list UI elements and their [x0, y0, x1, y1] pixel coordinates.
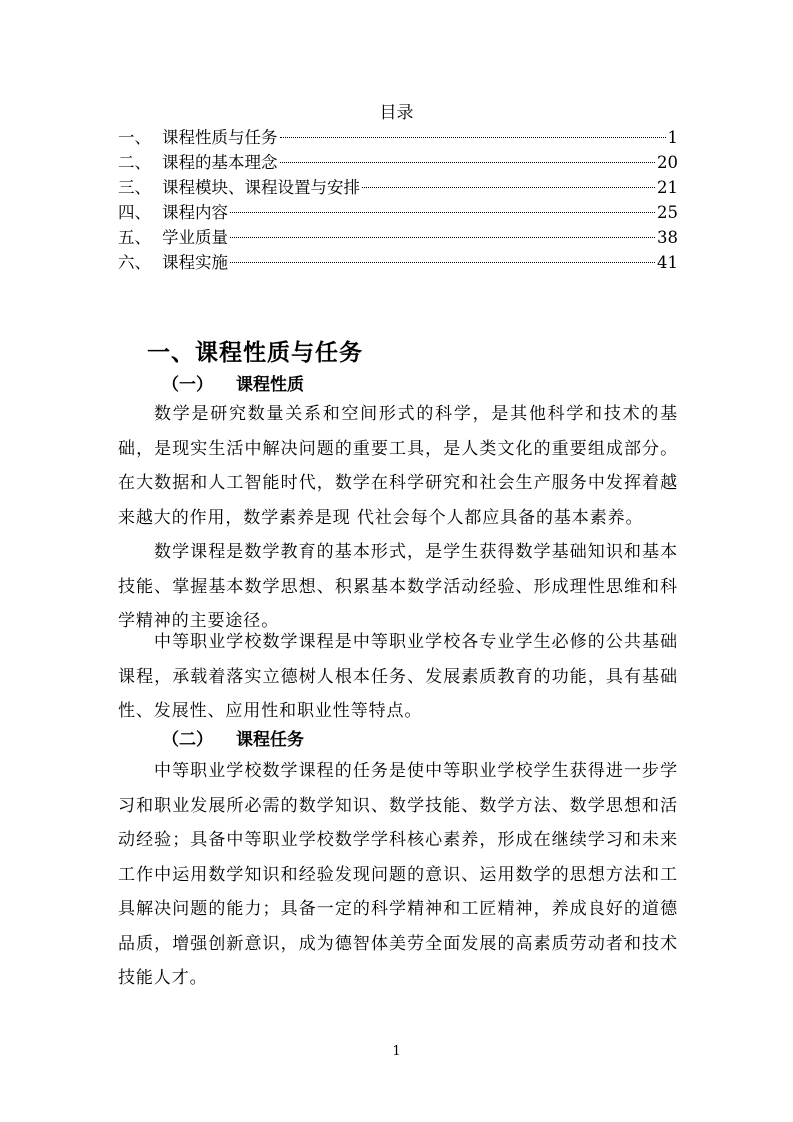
- table-of-contents: [118, 125, 678, 275]
- toc-item-page: 38: [657, 228, 678, 247]
- toc-dot-leader: [230, 212, 655, 213]
- toc-item-page: 20: [657, 153, 678, 172]
- toc-dot-leader: [230, 262, 655, 263]
- toc-item-number: 二、: [118, 153, 151, 172]
- toc-item[interactable]: [118, 225, 678, 250]
- toc-item-title: 学业质量: [162, 228, 228, 247]
- toc-item-number: 三、: [118, 178, 151, 197]
- toc-item-number: 六、: [118, 253, 151, 272]
- toc-item[interactable]: [118, 125, 678, 150]
- toc-item-title: 课程内容: [162, 203, 228, 222]
- subsection-heading-task: [118, 728, 678, 752]
- toc-item-page: 21: [657, 178, 678, 197]
- paragraph: 数学是研究数量关系和空间形式的科学，是其他科学和技术的基础，是现实生活中解决问题的重要工具，是人类文化的重要组成部分。在大数据和人工智能时代，数学在科学研究和社会生产服务中发挥着越来越大的作用，数学素养是现 代社会每个人都应具备的基本素养。: [118, 404, 678, 528]
- toc-item-number: 四、: [118, 203, 151, 222]
- toc-item[interactable]: [118, 150, 678, 175]
- toc-dot-leader: [230, 237, 655, 238]
- toc-item-number: 一、: [118, 128, 151, 147]
- subsection-heading-nature: [118, 373, 678, 397]
- toc-item[interactable]: [118, 250, 678, 275]
- toc-item-title: 课程性质与任务: [162, 128, 278, 147]
- toc-dot-leader: [280, 137, 666, 138]
- toc-item-number: 五、: [118, 228, 151, 247]
- toc-item-title: 课程的基本理念: [162, 153, 278, 172]
- toc-item-title: 课程模块、课程设置与安排: [162, 178, 360, 197]
- toc-title: 目录: [379, 103, 414, 123]
- section-heading: 一、课程性质与任务: [147, 340, 363, 366]
- paragraph: 数学课程是数学教育的基本形式，是学生获得数学基础知识和基本技能、掌握基本数学思想、积累基本数学活动经验、形成理性思维和科学精神的主要途径。: [118, 542, 678, 631]
- paragraph: 中等职业学校数学课程是中等职业学校各专业学生必修的公共基础课程，承载着落实立德树人根本任务、发展素质教育的功能，具有基础性、发展性、应用性和职业性等特点。: [118, 632, 678, 721]
- subsection-number: （二）: [162, 730, 213, 750]
- toc-item[interactable]: [118, 200, 678, 225]
- toc-item-page: 25: [657, 203, 678, 222]
- toc-dot-leader: [280, 162, 656, 163]
- subsection-title: 课程任务: [236, 730, 304, 750]
- subsection-title: 课程性质: [236, 375, 304, 395]
- subsection-number: （一）: [162, 375, 213, 395]
- paragraph: 中等职业学校数学课程的任务是使中等职业学校学生获得进一步学习和职业发展所必需的数学知识、数学技能、数学方法、数学思想和活动经验；具备中等职业学校数学学科核心素养，形成在继续学习和未来工作中运用数学知识和经验发现问题的意识、运用数学的思想方法和工具解决问题的能力；具备一定的科学精神和工匠精神，养成良好的道德品质，增强创新意识，成为德智体美劳全面发展的高素质劳动者和技术技能人才。: [118, 761, 678, 988]
- toc-dot-leader: [362, 187, 655, 188]
- toc-item[interactable]: [118, 175, 678, 200]
- toc-item-page: 1: [667, 128, 678, 147]
- toc-item-title: 课程实施: [162, 253, 228, 272]
- page-number: 1: [392, 1044, 401, 1059]
- toc-item-page: 41: [657, 253, 678, 272]
